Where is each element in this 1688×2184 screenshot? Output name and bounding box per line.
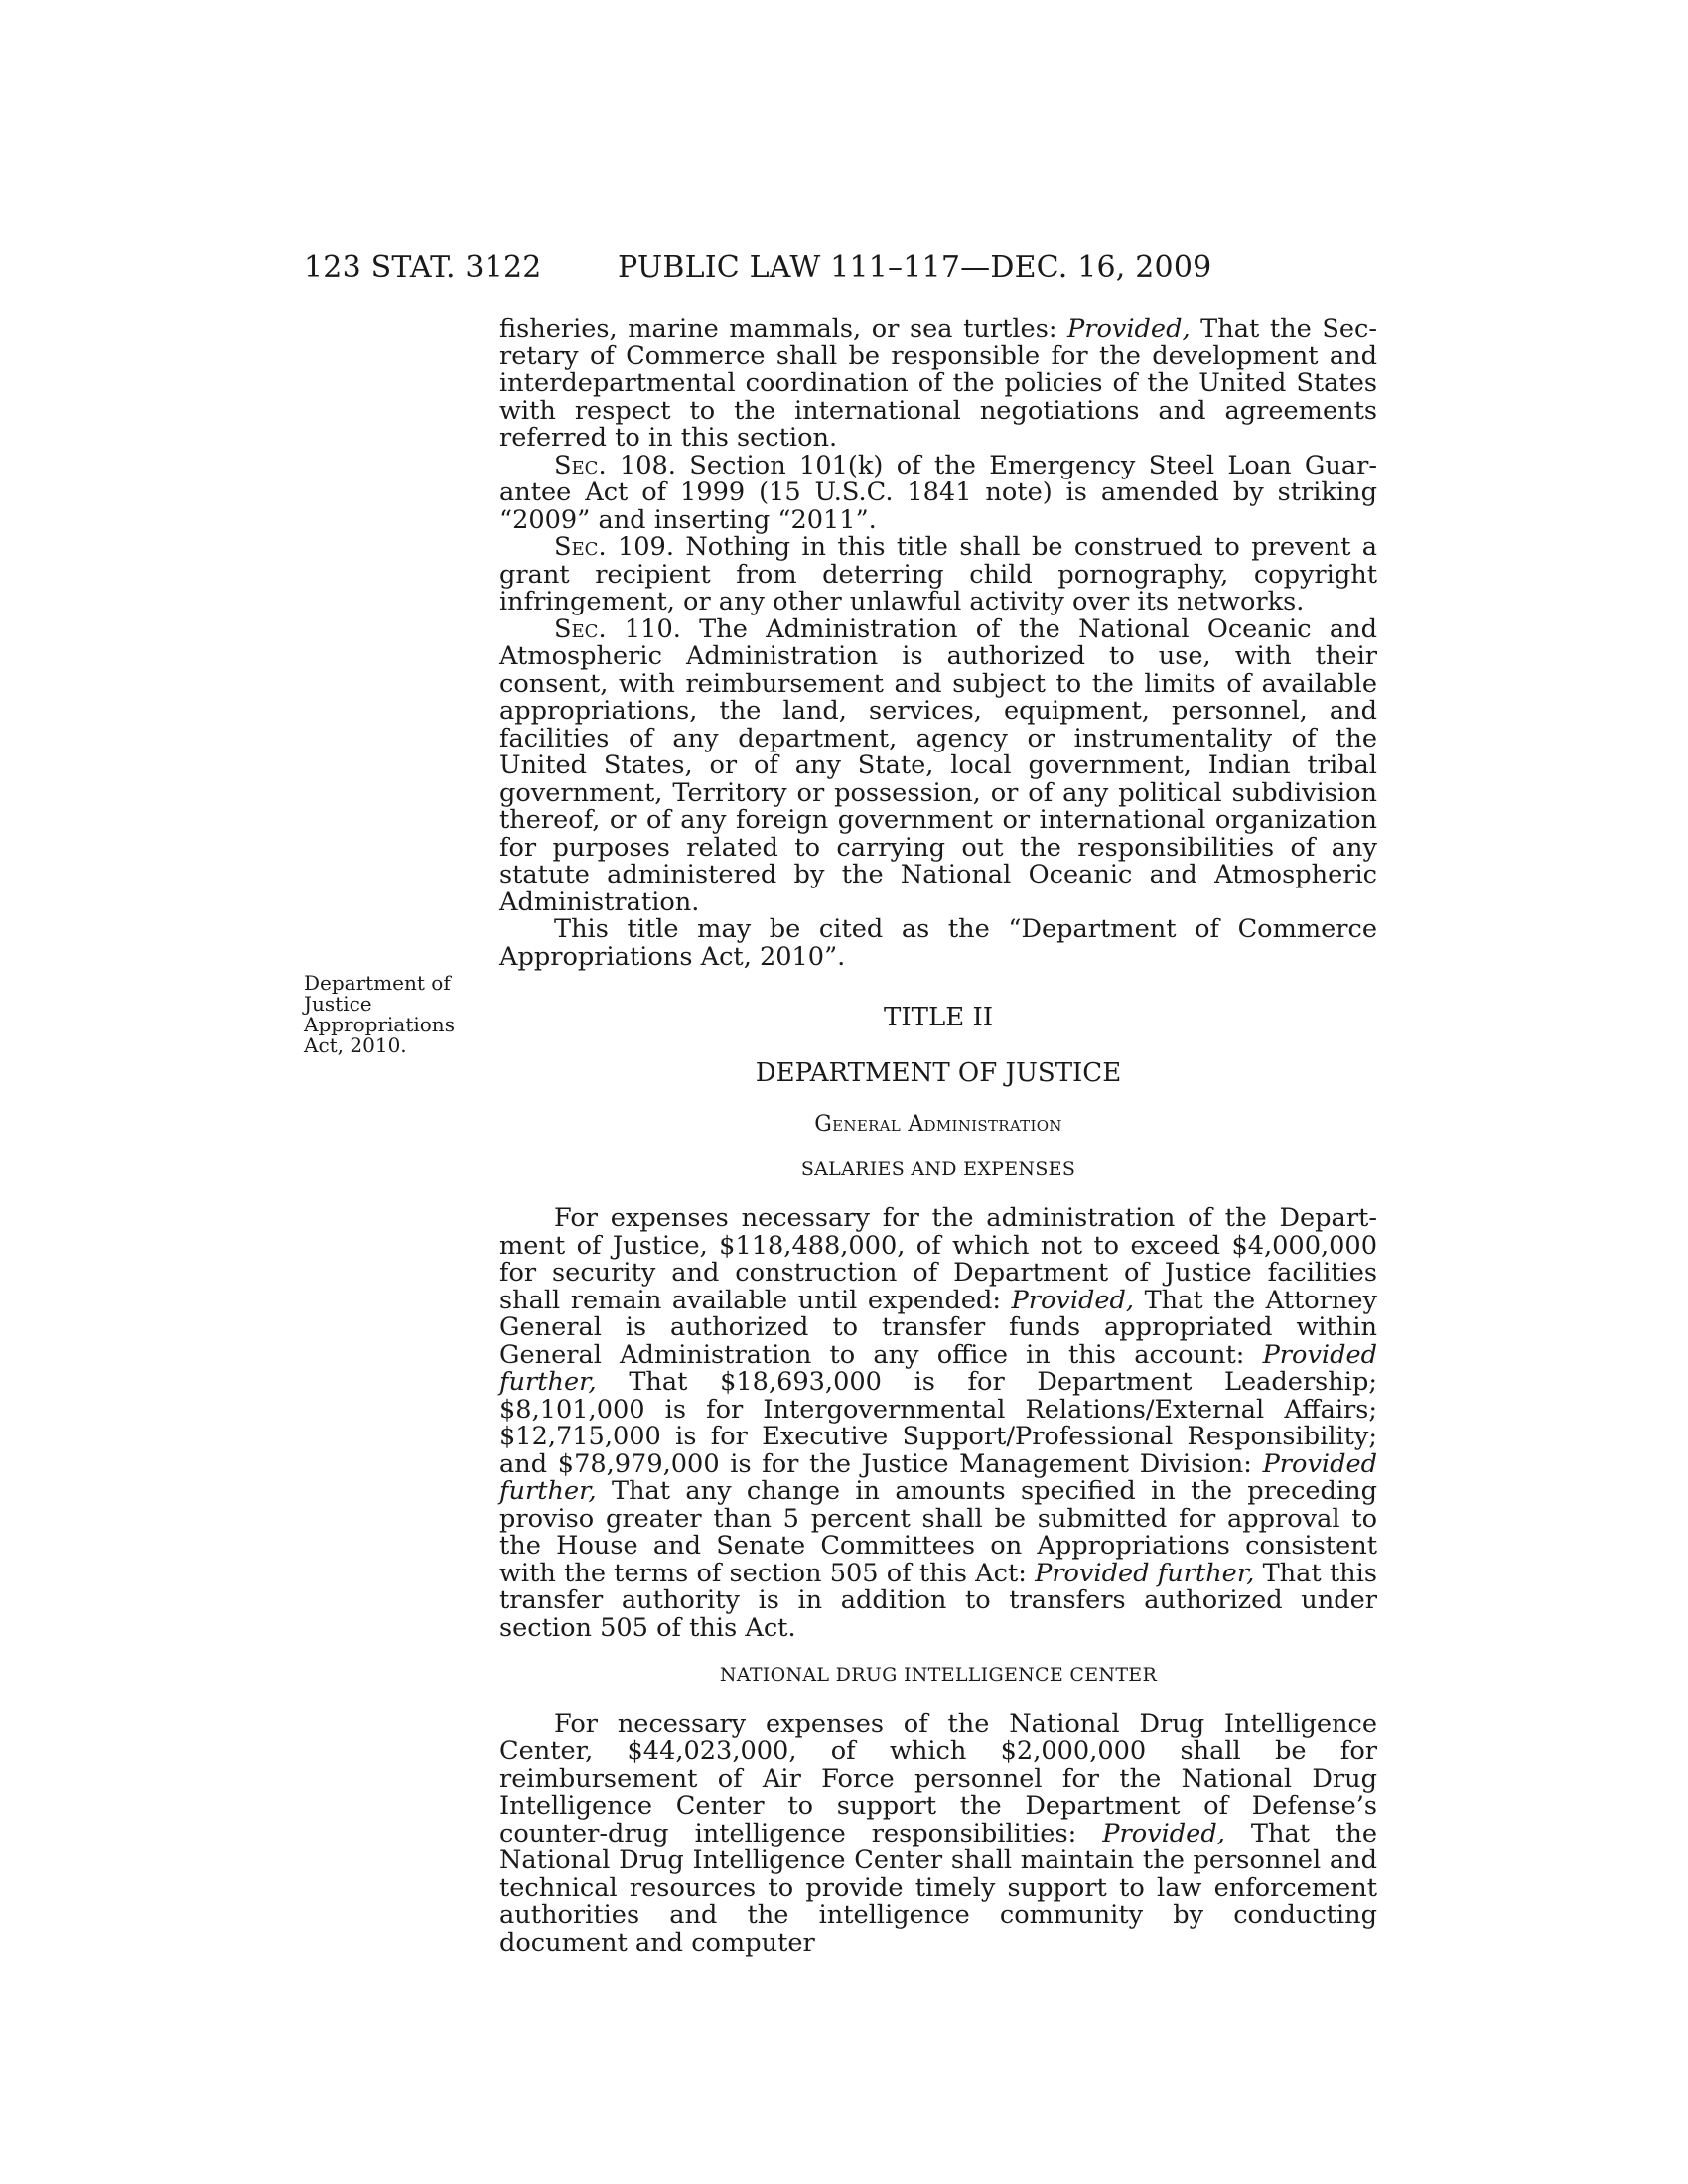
section-text: 108. Section 101(k) of the Emergency Steel Loan Guarantee Act of 1999 (15 U.S.C. 1841 note) is amended by striking “2009” and inserting “2011”. xyxy=(499,450,1377,535)
section-108 xyxy=(499,450,1377,535)
title-heading: TITLE II xyxy=(883,1003,993,1032)
section-label: Sec. xyxy=(554,532,607,562)
margin-note-line: Department of xyxy=(304,971,451,995)
document-body xyxy=(499,316,1377,1957)
section-text: 109. Nothing in this title shall be construed to prevent a grant recipient from deterring child pornography, copyright infringement, or any other unlawful activity over its networks. xyxy=(499,532,1377,616)
text-run: That $18,693,000 is for Department Leadership; $8,101,000 is for Intergovernmental Relations/External Affairs; $12,715,000 is for Executive Support/Professional Responsibility; and $78,979,000 is for the Justice Management Division: xyxy=(499,1367,1377,1479)
section-label: Sec. xyxy=(554,614,607,644)
proviso-italic: Provided, xyxy=(1067,314,1191,343)
salaries-heading: SALARIES AND EXPENSES xyxy=(800,1158,1076,1180)
section-label: Sec. xyxy=(554,450,607,480)
proviso-italic: Provided further, xyxy=(499,1448,1377,1506)
text-run: That any change in amounts specified in the preceding proviso greater than 5 percent shall be submitted for approval to the House and Senate Committees on Appropriations consistent with the terms of section 505 of this Act: xyxy=(499,1476,1377,1588)
text-run: That the Attorney General is authorized to transfer funds appropriated within General Administration to any office in this account: xyxy=(499,1285,1377,1370)
ndic-paragraph xyxy=(499,1708,1377,1958)
text-run: fisheries, marine mammals, or sea turtles: xyxy=(499,314,1068,343)
text-run: That the National Drug Intelligence Center shall maintain the personnel and technical resources to provide timely support to law enforcement authorities and the intelligence community by conducting document and computer xyxy=(499,1818,1377,1958)
proviso-italic: Provided further, xyxy=(1035,1558,1255,1588)
general-administration-heading: General Administration xyxy=(814,1112,1062,1137)
department-heading: DEPARTMENT OF JUSTICE xyxy=(755,1057,1122,1088)
text-run: That this transfer authority is in addition to transfers authorized under section 505 of this Act. xyxy=(499,1558,1377,1643)
text-run: For expenses necessary for the administration of the Department of Justice, $118,488,000, of which not to exceed $4,000,000 for security and construction of Department of Justice facilities shall remain available until expended: xyxy=(499,1203,1377,1315)
proviso-italic: Provided, xyxy=(1102,1818,1225,1848)
proviso-italic: Provided, xyxy=(1011,1285,1135,1315)
section-text: 110. The Administration of the National Oceanic and Atmospheric Administration is authorized to use, with their consent, with reimbursement and subject to the limits of available appropriations, the land, services, equipment, personnel, and facilities of any department, agency or instrumentality of the United States, or of any State, local government, Indian tribal government, Territory or possession, or of any political subdivision thereof, or of any foreign government or international organization for purposes related to carrying out the responsibilities of any statute administered by the National Oceanic and Atmospheric Administration. xyxy=(499,614,1377,917)
public-law-heading: PUBLIC LAW 111–117—DEC. 16, 2009 xyxy=(618,250,1212,285)
text-run: That the Secretary of Commerce shall be responsible for the development and interdepartmental coordination of the policies of the United States with respect to the international negotiations and agreements referred to in this section. xyxy=(499,314,1377,453)
continued-paragraph xyxy=(499,316,1377,453)
margin-note-line: Act, 2010. xyxy=(304,1033,407,1057)
margin-note xyxy=(304,973,463,1056)
ndic-heading: NATIONAL DRUG INTELLIGENCE CENTER xyxy=(719,1664,1158,1686)
citation-paragraph: This title may be cited as the “Department of Commerce Appropriations Act, 2010”. xyxy=(499,914,1377,972)
page-header xyxy=(304,250,1376,290)
proviso-italic: Provided further, xyxy=(499,1339,1377,1397)
statute-citation: 123 STAT. 3122 xyxy=(304,250,542,285)
text-run: For necessary expenses of the National Drug Intelligence Center, $44,023,000, of which $2,000,000 shall be for reimbursement of Air Force personnel for the National Drug Intelligence Center to support the Department of Defense’s counter-drug intelligence responsibilities: xyxy=(499,1708,1377,1848)
salaries-paragraph xyxy=(499,1205,1377,1642)
margin-note-line: Justice xyxy=(304,992,372,1016)
margin-note-line: Appropriations xyxy=(304,1013,455,1036)
section-109 xyxy=(499,534,1377,616)
section-110 xyxy=(499,616,1377,917)
